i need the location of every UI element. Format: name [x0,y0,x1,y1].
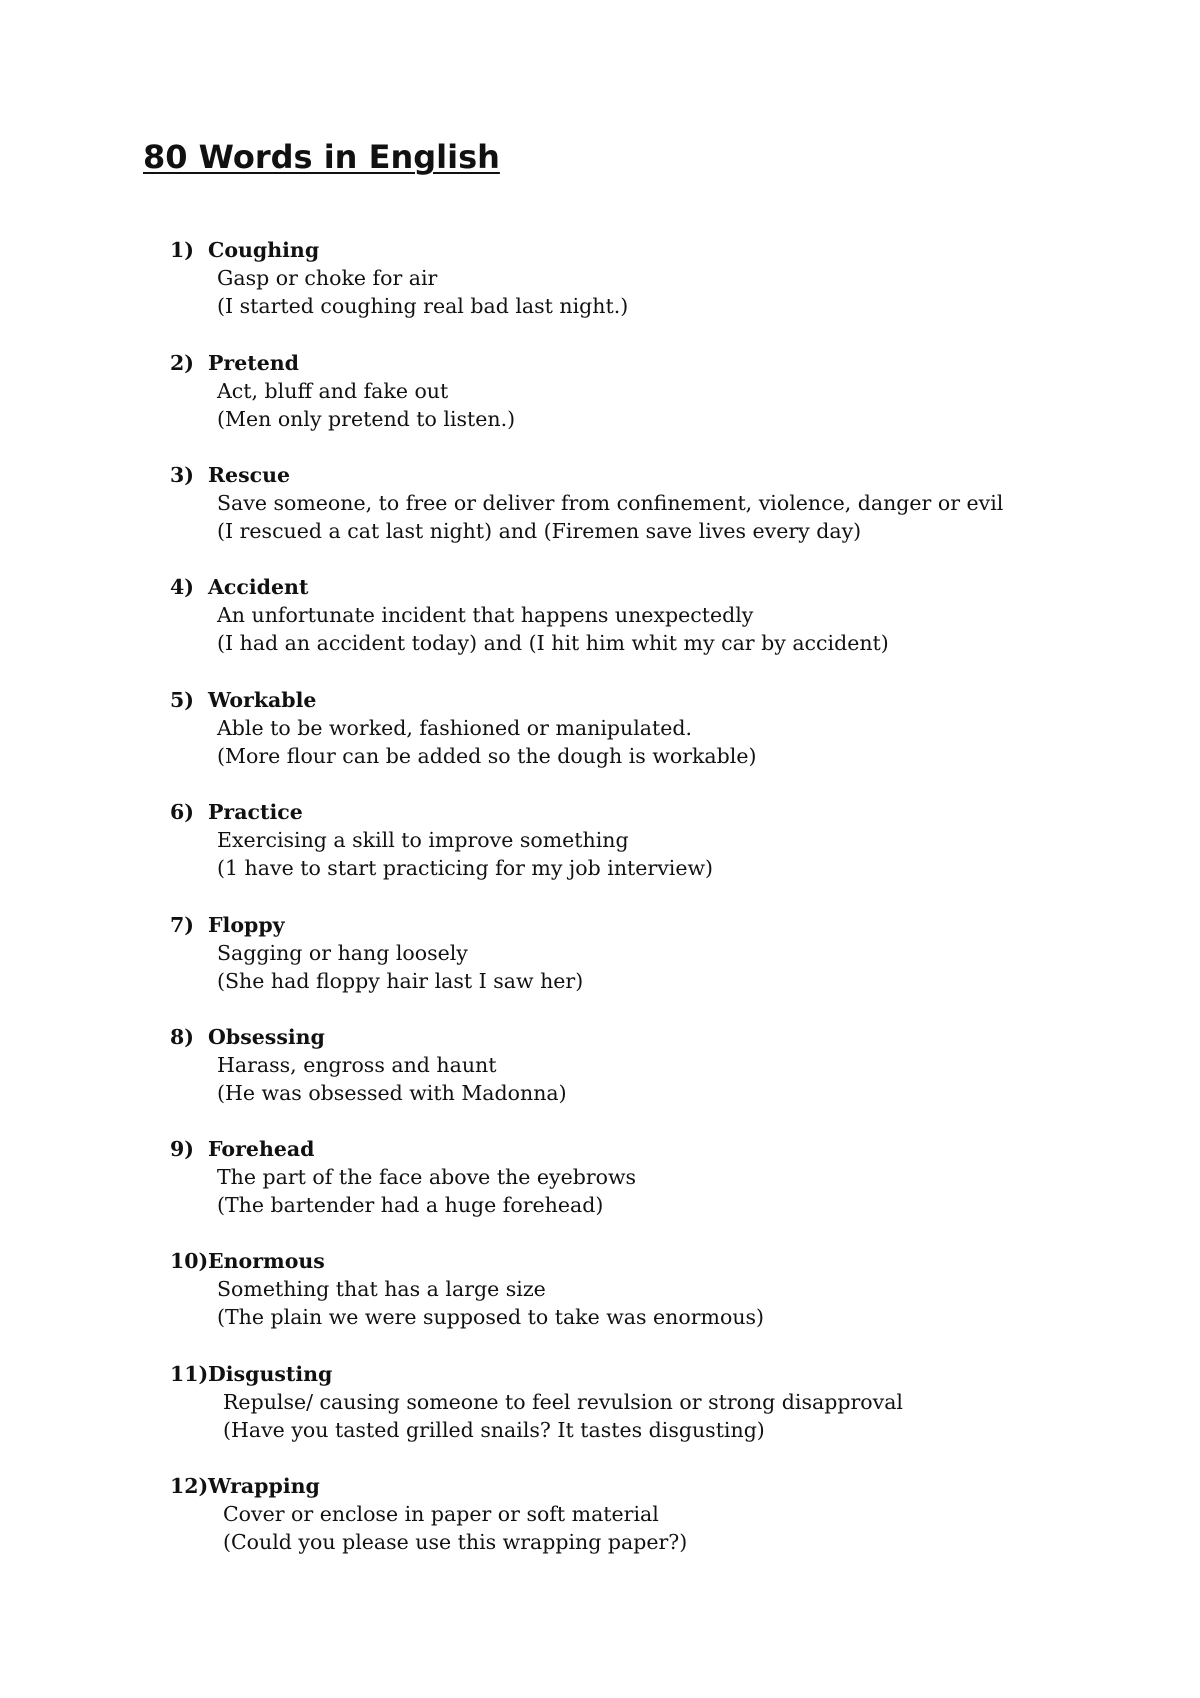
word-number: 9) [170,1137,194,1161]
word-number: 8) [170,1025,194,1049]
word-number: 2) [170,351,194,375]
word-term: Obsessing [208,1025,325,1049]
word-entry [170,573,1070,657]
word-term: Coughing [208,238,320,262]
word-term: Rescue [208,463,291,487]
word-number: 12) [170,1474,209,1498]
word-definition: Repulse/ causing someone to feel revulsion or strong disapproval [223,1390,903,1414]
word-term: Practice [208,800,303,824]
document-title: 80 Words in English [143,138,500,176]
word-entry [170,1023,1070,1107]
word-definition: Something that has a large size [217,1277,546,1301]
word-entry [170,1135,1070,1219]
word-number: 3) [170,463,194,487]
word-example: (Could you please use this wrapping paper?) [223,1530,688,1554]
word-entry [170,1360,1070,1444]
word-number: 11) [170,1362,209,1386]
word-heading [170,1023,1070,1051]
word-example: (More flour can be added so the dough is workable) [217,744,757,768]
word-heading [170,573,1070,601]
word-definition: The part of the face above the eyebrows [217,1165,637,1189]
word-definition: Able to be worked, fashioned or manipulated. [217,716,692,740]
word-heading [170,686,1070,714]
word-example: (I started coughing real bad last night.) [217,294,629,318]
word-number: 10) [170,1249,209,1273]
word-definition: An unfortunate incident that happens unexpectedly [217,603,754,627]
word-number: 6) [170,800,194,824]
word-definition: Cover or enclose in paper or soft material [223,1502,659,1526]
word-term: Accident [208,575,309,599]
word-heading [170,1135,1070,1163]
word-example: (She had floppy hair last I saw her) [217,969,584,993]
word-number: 7) [170,913,194,937]
word-heading [170,1247,1070,1275]
word-heading [170,798,1070,826]
word-example: (I had an accident today) and (I hit him whit my car by accident) [217,631,889,655]
word-entry [170,1472,1070,1556]
word-entry [170,798,1070,882]
word-term: Wrapping [208,1474,320,1498]
word-definition: Exercising a skill to improve something [217,828,629,852]
word-definition: Harass, engross and haunt [217,1053,497,1077]
word-entry [170,461,1070,545]
word-definition: Gasp or choke for air [217,266,438,290]
word-term: Floppy [208,913,285,937]
word-number: 4) [170,575,194,599]
word-number: 1) [170,238,194,262]
word-example: (The bartender had a huge forehead) [217,1193,604,1217]
word-example: (The plain we were supposed to take was enormous) [217,1305,765,1329]
word-example: (I rescued a cat last night) and (Firemen save lives every day) [217,519,862,543]
word-entry [170,1247,1070,1331]
word-definition: Save someone, to free or deliver from confinement, violence, danger or evil [217,491,1004,515]
word-term: Workable [208,688,317,712]
word-definition: Act, bluff and fake out [217,379,449,403]
word-example: (1 have to start practicing for my job interview) [217,856,714,880]
word-number: 5) [170,688,194,712]
word-term: Enormous [208,1249,325,1273]
word-example: (Men only pretend to listen.) [217,407,516,431]
word-heading [170,461,1070,489]
word-term: Forehead [208,1137,315,1161]
word-heading [170,236,1070,264]
word-definition: Sagging or hang loosely [217,941,468,965]
word-heading [170,911,1070,939]
word-term: Pretend [208,351,300,375]
word-entry [170,236,1070,320]
word-entry [170,686,1070,770]
word-example: (Have you tasted grilled snails? It tastes disgusting) [223,1418,765,1442]
word-heading [170,349,1070,377]
word-heading [170,1360,1070,1388]
word-entry [170,349,1070,433]
word-heading [170,1472,1070,1500]
word-term: Disgusting [208,1362,333,1386]
word-example: (He was obsessed with Madonna) [217,1081,567,1105]
word-entry [170,911,1070,995]
